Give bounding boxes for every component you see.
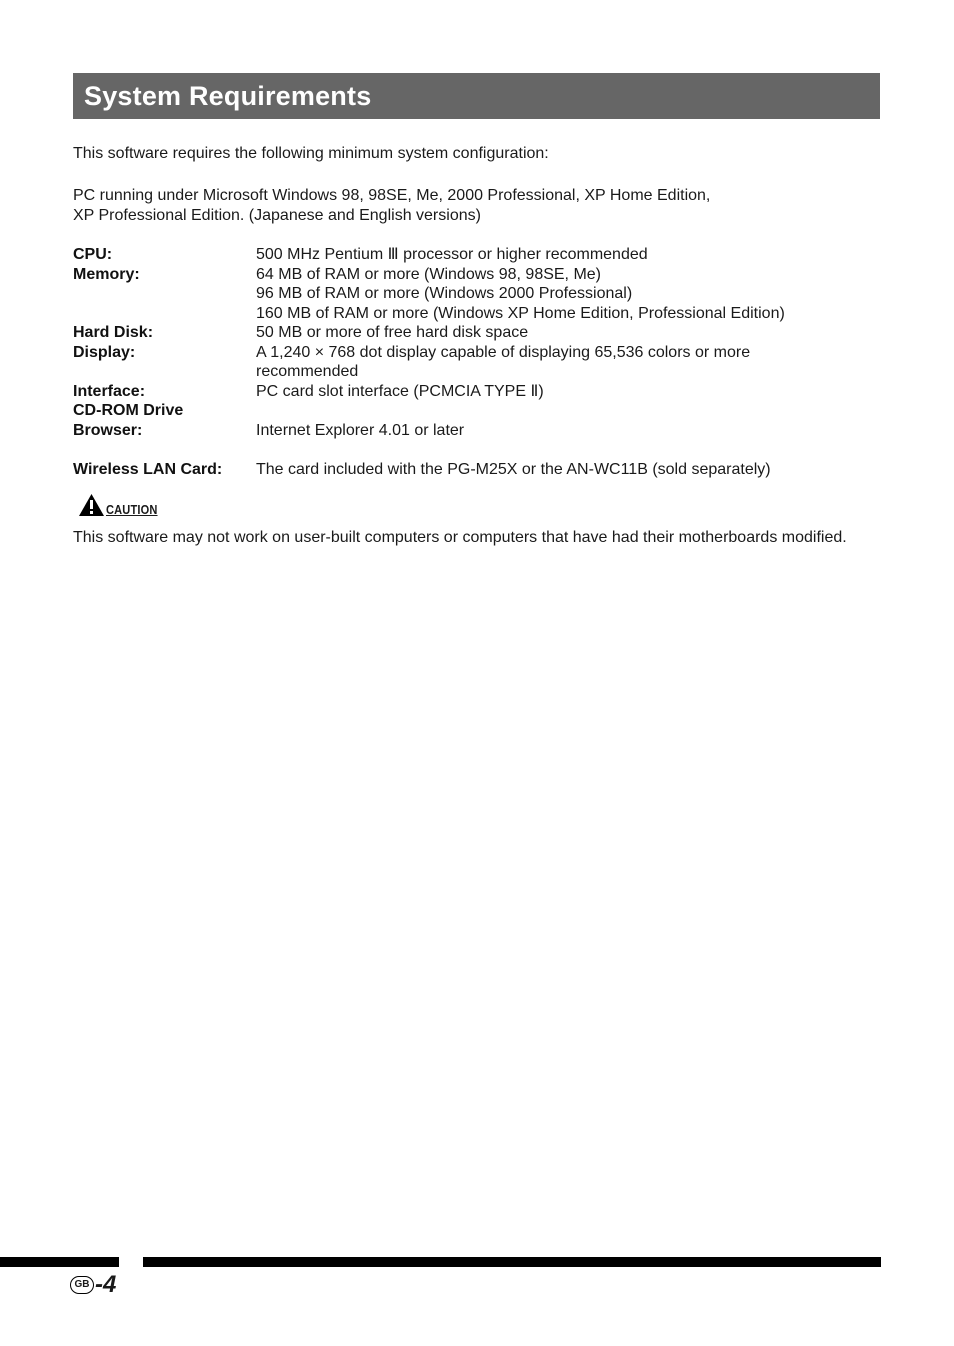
spec-row-browser xyxy=(73,421,880,441)
spec-label: Browser: xyxy=(73,421,143,439)
spec-value: The card included with the PG-M25X or the AN-WC11B (sold separately) xyxy=(256,460,771,478)
spec-label: Memory: xyxy=(73,265,140,283)
page-number-value: -4 xyxy=(95,1271,117,1298)
caution-label: CAUTION xyxy=(106,502,158,517)
os-line: XP Professional Edition. (Japanese and English versions) xyxy=(73,207,481,224)
spec-row-interface xyxy=(73,382,880,402)
spec-value: PC card slot interface (PCMCIA TYPE Ⅱ) xyxy=(256,382,544,400)
page-number xyxy=(70,1271,116,1299)
region-badge: GB xyxy=(70,1276,94,1294)
memory-line: 96 MB of RAM or more (Windows 2000 Professional) xyxy=(256,285,633,302)
caution-heading xyxy=(78,491,167,517)
spec-value xyxy=(256,265,880,324)
spec-value: A 1,240 × 768 dot display capable of displaying 65,536 colors or more recommended xyxy=(256,343,751,380)
footer-rule-left xyxy=(0,1257,119,1267)
spec-value: Internet Explorer 4.01 or later xyxy=(256,421,465,439)
title-bar xyxy=(73,73,880,119)
spec-label: Wireless LAN Card: xyxy=(73,460,223,478)
os-requirements xyxy=(73,186,710,226)
page-title: System Requirements xyxy=(84,81,372,111)
spec-row-wireless xyxy=(73,440,880,479)
warning-triangle-icon xyxy=(78,493,105,517)
memory-line: 160 MB of RAM or more (Windows XP Home Edition, Professional Edition) xyxy=(256,304,785,322)
spec-value xyxy=(256,401,880,421)
spec-label: CPU: xyxy=(73,246,113,263)
spec-table xyxy=(73,245,880,479)
spec-row-hard-disk xyxy=(73,323,880,343)
os-line: PC running under Microsoft Windows 98, 98SE, Me, 2000 Professional, XP Home Edition, xyxy=(73,187,711,204)
spec-row-cdrom xyxy=(73,401,880,421)
spec-value: 500 MHz Pentium Ⅲ processor or higher recommended xyxy=(256,246,648,263)
spec-label: CD-ROM Drive xyxy=(73,402,184,419)
spec-label: Hard Disk: xyxy=(73,324,154,341)
intro-text: This software requires the following minimum system configuration: xyxy=(73,145,549,162)
spec-row-display xyxy=(73,343,880,382)
spec-value: 50 MB or more of free hard disk space xyxy=(256,324,529,341)
spec-row-memory xyxy=(73,265,880,324)
spec-label: Display: xyxy=(73,343,136,361)
spec-label: Interface: xyxy=(73,382,146,400)
footer-rule-right xyxy=(143,1257,881,1267)
spec-row-cpu xyxy=(73,245,880,265)
memory-line: 64 MB of RAM or more (Windows 98, 98SE, Me) xyxy=(256,265,601,283)
caution-text: This software may not work on user-built computers or computers that have had their motherboards modified. xyxy=(73,529,847,546)
